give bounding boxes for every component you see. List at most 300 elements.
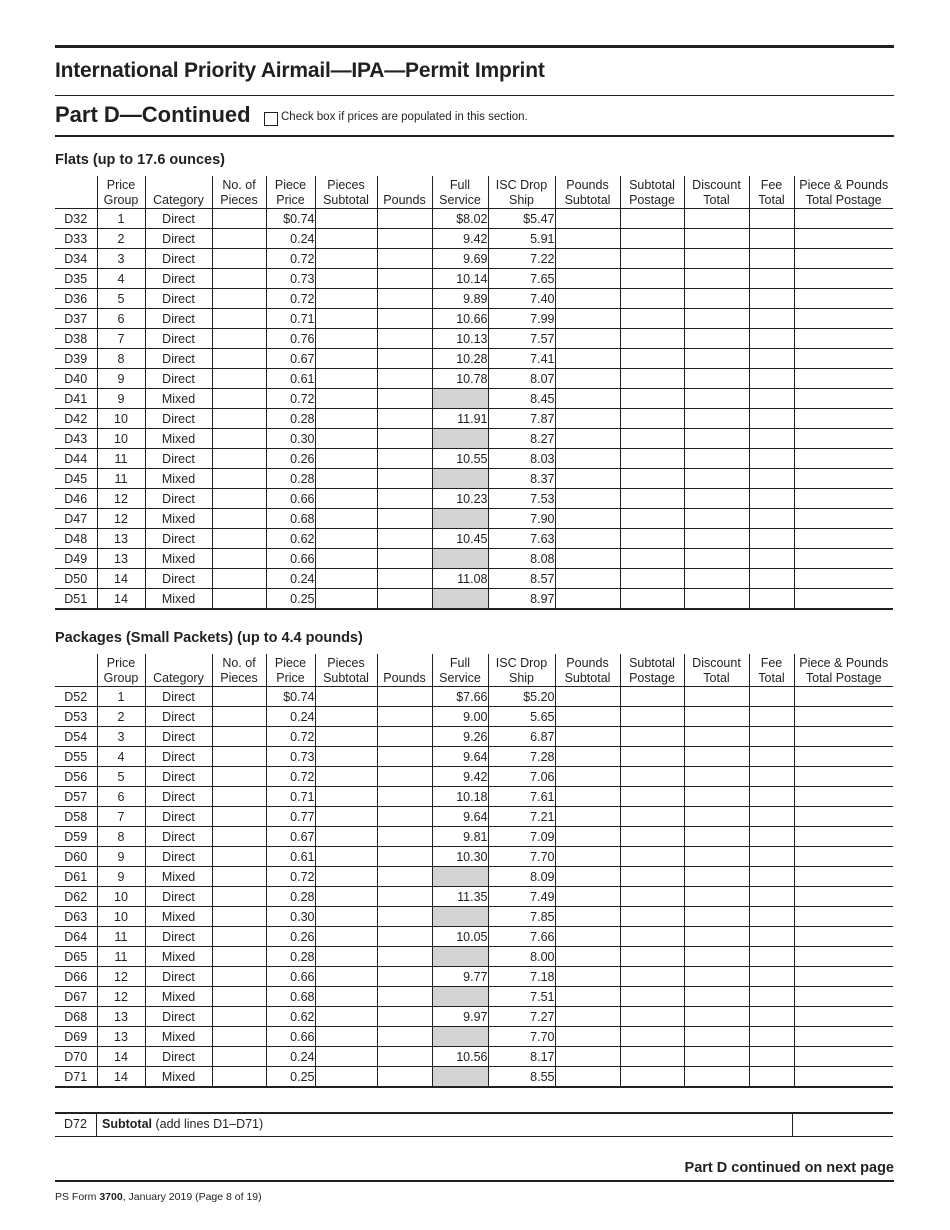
fee-total-field[interactable] (749, 229, 794, 249)
pieces-subtotal-field[interactable] (315, 987, 377, 1007)
pounds-subtotal-field[interactable] (555, 369, 620, 389)
discount-total-field[interactable] (684, 369, 749, 389)
fee-total-field[interactable] (749, 907, 794, 927)
fee-total-field[interactable] (749, 589, 794, 610)
fee-total-field[interactable] (749, 209, 794, 229)
discount-total-field[interactable] (684, 489, 749, 509)
fee-total-field[interactable] (749, 947, 794, 967)
total-postage-field[interactable] (794, 289, 893, 309)
pieces-subtotal-field[interactable] (315, 787, 377, 807)
total-postage-field[interactable] (794, 389, 893, 409)
subtotal-postage-field[interactable] (620, 449, 684, 469)
pieces-subtotal-field[interactable] (315, 727, 377, 747)
pounds-subtotal-field[interactable] (555, 907, 620, 927)
pieces-subtotal-field[interactable] (315, 847, 377, 867)
discount-total-field[interactable] (684, 887, 749, 907)
pounds-field[interactable] (377, 329, 432, 349)
subtotal-postage-field[interactable] (620, 489, 684, 509)
pounds-subtotal-field[interactable] (555, 489, 620, 509)
total-postage-field[interactable] (794, 827, 893, 847)
total-postage-field[interactable] (794, 747, 893, 767)
fee-total-field[interactable] (749, 787, 794, 807)
subtotal-postage-field[interactable] (620, 509, 684, 529)
total-postage-field[interactable] (794, 727, 893, 747)
no-of-pieces-field[interactable] (212, 229, 266, 249)
pounds-subtotal-field[interactable] (555, 309, 620, 329)
discount-total-field[interactable] (684, 249, 749, 269)
pieces-subtotal-field[interactable] (315, 947, 377, 967)
discount-total-field[interactable] (684, 787, 749, 807)
fee-total-field[interactable] (749, 469, 794, 489)
discount-total-field[interactable] (684, 529, 749, 549)
pounds-subtotal-field[interactable] (555, 529, 620, 549)
subtotal-postage-field[interactable] (620, 229, 684, 249)
pounds-field[interactable] (377, 807, 432, 827)
pounds-subtotal-field[interactable] (555, 1047, 620, 1067)
fee-total-field[interactable] (749, 369, 794, 389)
total-postage-field[interactable] (794, 907, 893, 927)
pieces-subtotal-field[interactable] (315, 747, 377, 767)
pieces-subtotal-field[interactable] (315, 309, 377, 329)
no-of-pieces-field[interactable] (212, 967, 266, 987)
fee-total-field[interactable] (749, 887, 794, 907)
subtotal-postage-field[interactable] (620, 349, 684, 369)
total-postage-field[interactable] (794, 469, 893, 489)
total-postage-field[interactable] (794, 489, 893, 509)
pounds-field[interactable] (377, 549, 432, 569)
discount-total-field[interactable] (684, 747, 749, 767)
pounds-field[interactable] (377, 767, 432, 787)
pieces-subtotal-field[interactable] (315, 827, 377, 847)
pieces-subtotal-field[interactable] (315, 289, 377, 309)
discount-total-field[interactable] (684, 569, 749, 589)
pounds-field[interactable] (377, 489, 432, 509)
pounds-field[interactable] (377, 429, 432, 449)
no-of-pieces-field[interactable] (212, 727, 266, 747)
subtotal-postage-field[interactable] (620, 329, 684, 349)
pounds-subtotal-field[interactable] (555, 867, 620, 887)
subtotal-postage-field[interactable] (620, 847, 684, 867)
discount-total-field[interactable] (684, 727, 749, 747)
subtotal-postage-field[interactable] (620, 209, 684, 229)
discount-total-field[interactable] (684, 1047, 749, 1067)
total-postage-field[interactable] (794, 369, 893, 389)
pounds-field[interactable] (377, 249, 432, 269)
fee-total-field[interactable] (749, 807, 794, 827)
pieces-subtotal-field[interactable] (315, 269, 377, 289)
subtotal-postage-field[interactable] (620, 589, 684, 610)
total-postage-field[interactable] (794, 807, 893, 827)
pounds-field[interactable] (377, 369, 432, 389)
fee-total-field[interactable] (749, 967, 794, 987)
pieces-subtotal-field[interactable] (315, 449, 377, 469)
subtotal-postage-field[interactable] (620, 927, 684, 947)
pounds-field[interactable] (377, 747, 432, 767)
subtotal-postage-field[interactable] (620, 569, 684, 589)
pounds-subtotal-field[interactable] (555, 927, 620, 947)
subtotal-postage-field[interactable] (620, 687, 684, 707)
discount-total-field[interactable] (684, 509, 749, 529)
total-postage-field[interactable] (794, 707, 893, 727)
subtotal-postage-field[interactable] (620, 887, 684, 907)
total-postage-field[interactable] (794, 229, 893, 249)
no-of-pieces-field[interactable] (212, 787, 266, 807)
pieces-subtotal-field[interactable] (315, 569, 377, 589)
pounds-field[interactable] (377, 289, 432, 309)
pounds-subtotal-field[interactable] (555, 229, 620, 249)
pounds-subtotal-field[interactable] (555, 289, 620, 309)
pounds-field[interactable] (377, 867, 432, 887)
pounds-subtotal-field[interactable] (555, 967, 620, 987)
no-of-pieces-field[interactable] (212, 887, 266, 907)
discount-total-field[interactable] (684, 987, 749, 1007)
fee-total-field[interactable] (749, 767, 794, 787)
pounds-field[interactable] (377, 827, 432, 847)
total-postage-field[interactable] (794, 589, 893, 610)
no-of-pieces-field[interactable] (212, 529, 266, 549)
pounds-field[interactable] (377, 1067, 432, 1088)
no-of-pieces-field[interactable] (212, 987, 266, 1007)
no-of-pieces-field[interactable] (212, 449, 266, 469)
fee-total-field[interactable] (749, 727, 794, 747)
total-postage-field[interactable] (794, 349, 893, 369)
pounds-subtotal-field[interactable] (555, 947, 620, 967)
discount-total-field[interactable] (684, 947, 749, 967)
fee-total-field[interactable] (749, 289, 794, 309)
pieces-subtotal-field[interactable] (315, 529, 377, 549)
no-of-pieces-field[interactable] (212, 289, 266, 309)
pounds-subtotal-field[interactable] (555, 887, 620, 907)
fee-total-field[interactable] (749, 569, 794, 589)
pounds-subtotal-field[interactable] (555, 987, 620, 1007)
subtotal-postage-field[interactable] (620, 249, 684, 269)
no-of-pieces-field[interactable] (212, 687, 266, 707)
pieces-subtotal-field[interactable] (315, 489, 377, 509)
discount-total-field[interactable] (684, 707, 749, 727)
no-of-pieces-field[interactable] (212, 409, 266, 429)
pounds-subtotal-field[interactable] (555, 1067, 620, 1088)
fee-total-field[interactable] (749, 329, 794, 349)
pieces-subtotal-field[interactable] (315, 887, 377, 907)
discount-total-field[interactable] (684, 349, 749, 369)
pounds-subtotal-field[interactable] (555, 509, 620, 529)
pounds-subtotal-field[interactable] (555, 449, 620, 469)
no-of-pieces-field[interactable] (212, 1007, 266, 1027)
total-postage-field[interactable] (794, 249, 893, 269)
pounds-field[interactable] (377, 847, 432, 867)
pounds-subtotal-field[interactable] (555, 807, 620, 827)
pounds-field[interactable] (377, 927, 432, 947)
total-postage-field[interactable] (794, 1027, 893, 1047)
pieces-subtotal-field[interactable] (315, 509, 377, 529)
pounds-subtotal-field[interactable] (555, 589, 620, 610)
pieces-subtotal-field[interactable] (315, 409, 377, 429)
subtotal-postage-field[interactable] (620, 529, 684, 549)
pounds-subtotal-field[interactable] (555, 687, 620, 707)
subtotal-postage-field[interactable] (620, 429, 684, 449)
pounds-field[interactable] (377, 907, 432, 927)
total-postage-field[interactable] (794, 309, 893, 329)
pounds-field[interactable] (377, 409, 432, 429)
pounds-field[interactable] (377, 229, 432, 249)
discount-total-field[interactable] (684, 687, 749, 707)
pounds-field[interactable] (377, 209, 432, 229)
pounds-subtotal-field[interactable] (555, 707, 620, 727)
discount-total-field[interactable] (684, 429, 749, 449)
subtotal-postage-field[interactable] (620, 967, 684, 987)
pounds-field[interactable] (377, 1047, 432, 1067)
total-postage-field[interactable] (794, 847, 893, 867)
discount-total-field[interactable] (684, 847, 749, 867)
fee-total-field[interactable] (749, 1007, 794, 1027)
subtotal-postage-field[interactable] (620, 1027, 684, 1047)
total-postage-field[interactable] (794, 569, 893, 589)
pounds-field[interactable] (377, 389, 432, 409)
no-of-pieces-field[interactable] (212, 569, 266, 589)
no-of-pieces-field[interactable] (212, 1067, 266, 1088)
subtotal-postage-field[interactable] (620, 787, 684, 807)
subtotal-postage-field[interactable] (620, 867, 684, 887)
subtotal-postage-field[interactable] (620, 947, 684, 967)
total-postage-field[interactable] (794, 529, 893, 549)
no-of-pieces-field[interactable] (212, 209, 266, 229)
pieces-subtotal-field[interactable] (315, 767, 377, 787)
pounds-subtotal-field[interactable] (555, 389, 620, 409)
fee-total-field[interactable] (749, 509, 794, 529)
pounds-subtotal-field[interactable] (555, 469, 620, 489)
no-of-pieces-field[interactable] (212, 329, 266, 349)
pieces-subtotal-field[interactable] (315, 329, 377, 349)
pounds-subtotal-field[interactable] (555, 329, 620, 349)
subtotal-total-field[interactable] (792, 1114, 893, 1136)
discount-total-field[interactable] (684, 827, 749, 847)
pounds-field[interactable] (377, 967, 432, 987)
no-of-pieces-field[interactable] (212, 589, 266, 610)
total-postage-field[interactable] (794, 687, 893, 707)
pounds-field[interactable] (377, 947, 432, 967)
pieces-subtotal-field[interactable] (315, 589, 377, 610)
discount-total-field[interactable] (684, 409, 749, 429)
discount-total-field[interactable] (684, 289, 749, 309)
fee-total-field[interactable] (749, 429, 794, 449)
total-postage-field[interactable] (794, 1007, 893, 1027)
no-of-pieces-field[interactable] (212, 309, 266, 329)
pieces-subtotal-field[interactable] (315, 389, 377, 409)
no-of-pieces-field[interactable] (212, 927, 266, 947)
total-postage-field[interactable] (794, 329, 893, 349)
pounds-field[interactable] (377, 987, 432, 1007)
pounds-field[interactable] (377, 469, 432, 489)
pounds-subtotal-field[interactable] (555, 349, 620, 369)
fee-total-field[interactable] (749, 349, 794, 369)
no-of-pieces-field[interactable] (212, 907, 266, 927)
subtotal-postage-field[interactable] (620, 767, 684, 787)
subtotal-postage-field[interactable] (620, 727, 684, 747)
pounds-field[interactable] (377, 887, 432, 907)
no-of-pieces-field[interactable] (212, 249, 266, 269)
fee-total-field[interactable] (749, 987, 794, 1007)
pounds-subtotal-field[interactable] (555, 1007, 620, 1027)
pounds-subtotal-field[interactable] (555, 787, 620, 807)
pieces-subtotal-field[interactable] (315, 687, 377, 707)
no-of-pieces-field[interactable] (212, 509, 266, 529)
pounds-subtotal-field[interactable] (555, 1027, 620, 1047)
pounds-subtotal-field[interactable] (555, 409, 620, 429)
subtotal-postage-field[interactable] (620, 289, 684, 309)
prices-populated-checkbox[interactable] (264, 112, 278, 126)
subtotal-postage-field[interactable] (620, 1047, 684, 1067)
fee-total-field[interactable] (749, 309, 794, 329)
pounds-field[interactable] (377, 449, 432, 469)
discount-total-field[interactable] (684, 927, 749, 947)
fee-total-field[interactable] (749, 687, 794, 707)
subtotal-postage-field[interactable] (620, 747, 684, 767)
pounds-field[interactable] (377, 309, 432, 329)
discount-total-field[interactable] (684, 967, 749, 987)
discount-total-field[interactable] (684, 867, 749, 887)
discount-total-field[interactable] (684, 209, 749, 229)
pounds-subtotal-field[interactable] (555, 549, 620, 569)
discount-total-field[interactable] (684, 229, 749, 249)
no-of-pieces-field[interactable] (212, 389, 266, 409)
discount-total-field[interactable] (684, 1007, 749, 1027)
total-postage-field[interactable] (794, 947, 893, 967)
pounds-subtotal-field[interactable] (555, 249, 620, 269)
fee-total-field[interactable] (749, 927, 794, 947)
discount-total-field[interactable] (684, 449, 749, 469)
subtotal-postage-field[interactable] (620, 707, 684, 727)
total-postage-field[interactable] (794, 449, 893, 469)
no-of-pieces-field[interactable] (212, 867, 266, 887)
subtotal-postage-field[interactable] (620, 827, 684, 847)
total-postage-field[interactable] (794, 967, 893, 987)
no-of-pieces-field[interactable] (212, 707, 266, 727)
fee-total-field[interactable] (749, 1067, 794, 1088)
total-postage-field[interactable] (794, 987, 893, 1007)
discount-total-field[interactable] (684, 469, 749, 489)
discount-total-field[interactable] (684, 269, 749, 289)
pieces-subtotal-field[interactable] (315, 429, 377, 449)
pounds-field[interactable] (377, 569, 432, 589)
fee-total-field[interactable] (749, 747, 794, 767)
pieces-subtotal-field[interactable] (315, 927, 377, 947)
pounds-field[interactable] (377, 349, 432, 369)
fee-total-field[interactable] (749, 249, 794, 269)
fee-total-field[interactable] (749, 549, 794, 569)
discount-total-field[interactable] (684, 589, 749, 610)
pieces-subtotal-field[interactable] (315, 549, 377, 569)
discount-total-field[interactable] (684, 767, 749, 787)
pounds-subtotal-field[interactable] (555, 569, 620, 589)
total-postage-field[interactable] (794, 867, 893, 887)
no-of-pieces-field[interactable] (212, 807, 266, 827)
pounds-field[interactable] (377, 509, 432, 529)
pieces-subtotal-field[interactable] (315, 469, 377, 489)
pounds-field[interactable] (377, 1027, 432, 1047)
discount-total-field[interactable] (684, 907, 749, 927)
discount-total-field[interactable] (684, 807, 749, 827)
pounds-field[interactable] (377, 707, 432, 727)
pounds-subtotal-field[interactable] (555, 767, 620, 787)
subtotal-postage-field[interactable] (620, 549, 684, 569)
fee-total-field[interactable] (749, 707, 794, 727)
pounds-subtotal-field[interactable] (555, 429, 620, 449)
no-of-pieces-field[interactable] (212, 947, 266, 967)
no-of-pieces-field[interactable] (212, 747, 266, 767)
total-postage-field[interactable] (794, 1067, 893, 1088)
no-of-pieces-field[interactable] (212, 489, 266, 509)
fee-total-field[interactable] (749, 389, 794, 409)
pieces-subtotal-field[interactable] (315, 907, 377, 927)
pieces-subtotal-field[interactable] (315, 1007, 377, 1027)
pounds-subtotal-field[interactable] (555, 209, 620, 229)
discount-total-field[interactable] (684, 389, 749, 409)
pounds-field[interactable] (377, 787, 432, 807)
no-of-pieces-field[interactable] (212, 847, 266, 867)
pounds-field[interactable] (377, 687, 432, 707)
total-postage-field[interactable] (794, 927, 893, 947)
total-postage-field[interactable] (794, 767, 893, 787)
discount-total-field[interactable] (684, 1067, 749, 1088)
fee-total-field[interactable] (749, 827, 794, 847)
pieces-subtotal-field[interactable] (315, 807, 377, 827)
subtotal-postage-field[interactable] (620, 1007, 684, 1027)
subtotal-postage-field[interactable] (620, 987, 684, 1007)
pounds-field[interactable] (377, 727, 432, 747)
fee-total-field[interactable] (749, 529, 794, 549)
total-postage-field[interactable] (794, 409, 893, 429)
discount-total-field[interactable] (684, 1027, 749, 1047)
pounds-subtotal-field[interactable] (555, 727, 620, 747)
total-postage-field[interactable] (794, 429, 893, 449)
pounds-subtotal-field[interactable] (555, 747, 620, 767)
pieces-subtotal-field[interactable] (315, 369, 377, 389)
no-of-pieces-field[interactable] (212, 767, 266, 787)
fee-total-field[interactable] (749, 409, 794, 429)
total-postage-field[interactable] (794, 209, 893, 229)
total-postage-field[interactable] (794, 887, 893, 907)
discount-total-field[interactable] (684, 329, 749, 349)
pieces-subtotal-field[interactable] (315, 867, 377, 887)
pounds-field[interactable] (377, 589, 432, 610)
no-of-pieces-field[interactable] (212, 549, 266, 569)
total-postage-field[interactable] (794, 1047, 893, 1067)
no-of-pieces-field[interactable] (212, 1027, 266, 1047)
pieces-subtotal-field[interactable] (315, 707, 377, 727)
pieces-subtotal-field[interactable] (315, 209, 377, 229)
discount-total-field[interactable] (684, 549, 749, 569)
pieces-subtotal-field[interactable] (315, 349, 377, 369)
total-postage-field[interactable] (794, 509, 893, 529)
fee-total-field[interactable] (749, 1047, 794, 1067)
fee-total-field[interactable] (749, 1027, 794, 1047)
subtotal-postage-field[interactable] (620, 389, 684, 409)
subtotal-postage-field[interactable] (620, 807, 684, 827)
subtotal-postage-field[interactable] (620, 269, 684, 289)
pounds-field[interactable] (377, 269, 432, 289)
no-of-pieces-field[interactable] (212, 827, 266, 847)
subtotal-postage-field[interactable] (620, 1067, 684, 1088)
pounds-field[interactable] (377, 1007, 432, 1027)
pieces-subtotal-field[interactable] (315, 967, 377, 987)
discount-total-field[interactable] (684, 309, 749, 329)
fee-total-field[interactable] (749, 269, 794, 289)
subtotal-postage-field[interactable] (620, 309, 684, 329)
pieces-subtotal-field[interactable] (315, 1067, 377, 1088)
pieces-subtotal-field[interactable] (315, 1027, 377, 1047)
no-of-pieces-field[interactable] (212, 429, 266, 449)
pounds-subtotal-field[interactable] (555, 847, 620, 867)
